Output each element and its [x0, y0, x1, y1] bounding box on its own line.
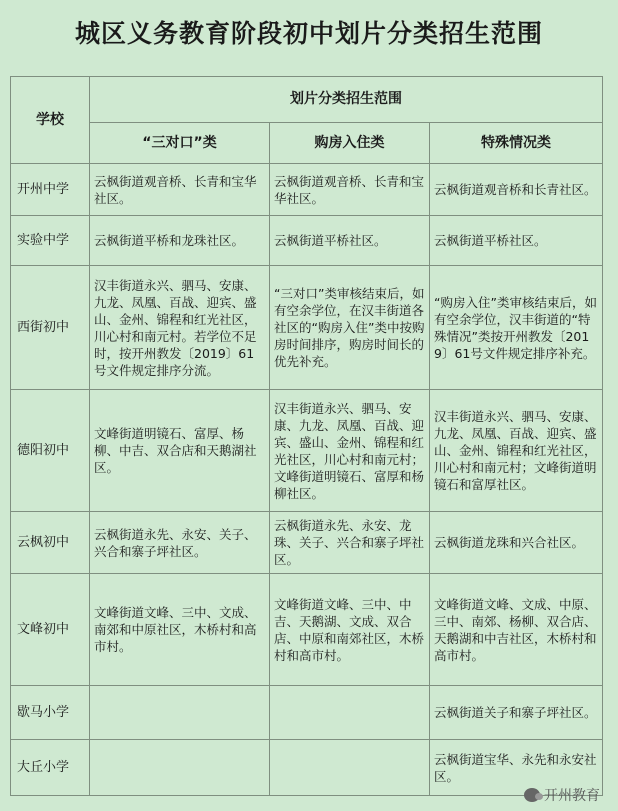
- school-cell: 文峰初中: [11, 574, 90, 686]
- table-cell: “购房入住”类审核结束后，如有空余学位，汉丰街道的“特殊情况”类按开州教发〔2019〕61号文件规定排序补充。: [430, 266, 603, 390]
- school-cell: 大丘小学: [11, 740, 90, 796]
- header-row-1: [11, 77, 603, 123]
- col-header-three-match: “三对口”类: [90, 123, 270, 164]
- page-title: 城区义务教育阶段初中划片分类招生范围: [74, 19, 543, 48]
- table-row: [11, 164, 603, 216]
- table-cell: 云枫街道龙珠和兴合社区。: [430, 512, 603, 574]
- watermark: [524, 785, 600, 805]
- table-cell: 云枫街道平桥社区。: [270, 216, 430, 266]
- table-cell: 文峰街道文峰、三中、中吉、天鹅湖、文成、双合店、中原和南郊社区，木桥村和高市村。: [270, 574, 430, 686]
- col-header-house-purchase: 购房入住类: [270, 123, 430, 164]
- table-row: [11, 740, 603, 796]
- table-row: [11, 512, 603, 574]
- watermark-text: 开州教育: [544, 788, 600, 804]
- table-cell: [270, 686, 430, 740]
- school-cell: 歇马小学: [11, 686, 90, 740]
- table-cell: [90, 740, 270, 796]
- enrollment-table: [10, 76, 603, 796]
- school-cell: 西街初中: [11, 266, 90, 390]
- table-row: [11, 216, 603, 266]
- school-header: 学校: [11, 77, 90, 164]
- table-cell: “三对口”类审核结束后，如有空余学位，在汉丰街道各社区的“购房入住”类中按购房时间排序，购房时间长的优先补充。: [270, 266, 430, 390]
- table-cell: 云枫街道观音桥、长青和宝华社区。: [270, 164, 430, 216]
- table-cell: [270, 740, 430, 796]
- table-row: [11, 390, 603, 512]
- school-cell: 开州中学: [11, 164, 90, 216]
- table-cell: 文峰街道文峰、文成、中原、三中、南郊、杨柳、双合店、天鹅湖和中吉社区，木桥村和高市村。: [430, 574, 603, 686]
- table-cell: 云枫街道永先、永安、关子、兴合和寨子坪社区。: [90, 512, 270, 574]
- table-cell: 汉丰街道永兴、驷马、安康、九龙、凤凰、百战、迎宾、盛山、金州、锦程和红光社区，川心村和南元村；文峰街道明镜石、富厚和杨柳社区。: [270, 390, 430, 512]
- school-cell: 云枫初中: [11, 512, 90, 574]
- wechat-icon: [524, 788, 540, 802]
- table-cell: 云枫街道平桥社区。: [430, 216, 603, 266]
- table-cell: 云枫街道观音桥、长青和宝华社区。: [90, 164, 270, 216]
- table-row: [11, 266, 603, 390]
- table-row: [11, 574, 603, 686]
- table-row: [11, 686, 603, 740]
- table-cell: 云枫街道永先、永安、龙珠、关子、兴合和寨子坪社区。: [270, 512, 430, 574]
- col-header-special-case: 特殊情况类: [430, 123, 603, 164]
- table-cell: [90, 686, 270, 740]
- header-row-2: [11, 123, 603, 164]
- table-cell: 云枫街道平桥和龙珠社区。: [90, 216, 270, 266]
- table-cell: 云枫街道观音桥和长青社区。: [430, 164, 603, 216]
- table-cell: 汉丰街道永兴、驷马、安康、九龙、凤凰、百战、迎宾、盛山、金州、锦程和红光社区，川心村和南元村。若学位不足时，按开州教发〔2019〕61号文件规定排序分流。: [90, 266, 270, 390]
- school-cell: 德阳初中: [11, 390, 90, 512]
- table-cell: 文峰街道文峰、三中、文成、南郊和中原社区，木桥村和高市村。: [90, 574, 270, 686]
- school-cell: 实验中学: [11, 216, 90, 266]
- table-cell: 文峰街道明镜石、富厚、杨柳、中吉、双合店和天鹅湖社区。: [90, 390, 270, 512]
- table-cell: 云枫街道宝华、永先和永安社区。: [430, 740, 603, 796]
- table-cell: 汉丰街道永兴、驷马、安康、九龙、凤凰、百战、迎宾、盛山、金州、锦程和红光社区，川心村和南元村；文峰街道明镜石和富厚社区。: [430, 390, 603, 512]
- range-header: 划片分类招生范围: [90, 77, 603, 123]
- table-cell: 云枫街道关子和寨子坪社区。: [430, 686, 603, 740]
